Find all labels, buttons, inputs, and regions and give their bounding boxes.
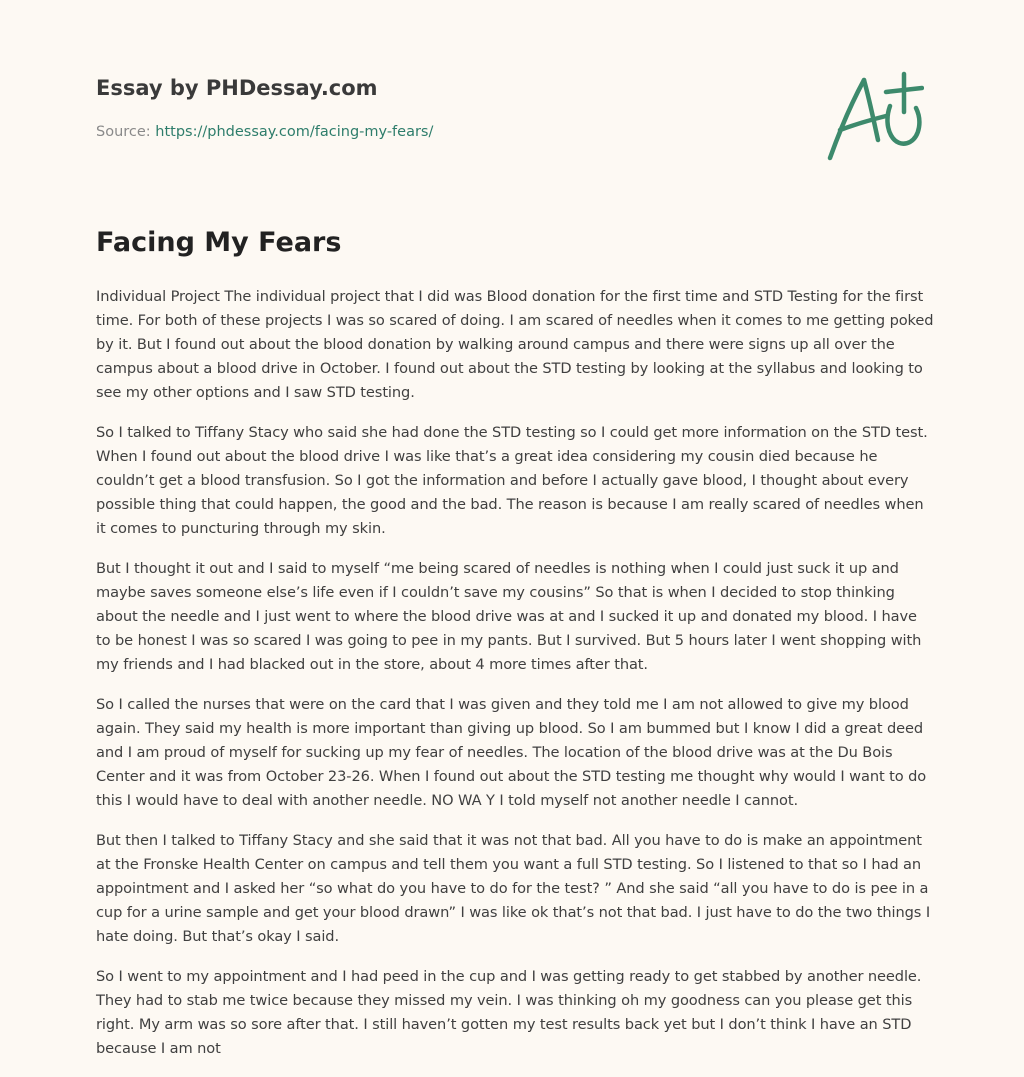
essay-body <box>96 285 934 1077</box>
a-plus-logo-icon <box>824 68 924 164</box>
source-label: Source: <box>96 124 151 140</box>
paragraph: So I talked to Tiffany Stacy who said she had done the STD testing so I could get more information on the STD test. When I found out about the blood drive I was like that’s a great idea considering my cousin died because he couldn’t get a blood transfusion. So I got the information and before I actually gave blood, I thought about every possible thing that could happen, the good and the bad. The reason is because I am really scared of needles when it comes to puncturing through my skin. <box>96 424 928 537</box>
paragraph: But then I talked to Tiffany Stacy and she said that it was not that bad. All you have to do is make an appointment at the Fronske Health Center on campus and tell them you want a full STD testing. So I listened to that so I had an appointment and I asked her “so what do you have to do for the test? ” And she said “all you have to do is pee in a cup for a urine sample and get your blood drawn” I was like ok that’s not that bad. I just have to do the two things I hate doing. But that’s okay I said. <box>96 832 931 945</box>
source-link[interactable]: https://phdessay.com/facing-my-fears/ <box>155 124 434 140</box>
paragraph: So I went to my appointment and I had peed in the cup and I was getting ready to get stabbed by another needle. They had to stab me twice because they missed my vein. I was thinking oh my goodness can you please get this right. My arm was so sore after that. I still haven’t gotten my test results back yet but I don’t think I have an STD because I am not <box>96 968 922 1057</box>
paragraph: Individual Project The individual project that I did was Blood donation for the first time and STD Testing for the first time. For both of these projects I was so scared of doing. I am scared of needles when it comes to me getting poked by it. But I found out about the blood donation by walking around campus and there were signs up all over the campus about a blood drive in October. I found out about the STD testing by looking at the syllabus and looking to see my other options and I saw STD testing. <box>96 288 934 401</box>
paragraph: But I thought it out and I said to myself “me being scared of needles is nothing when I could just suck it up and maybe saves someone else’s life even if I couldn’t save my cousins” So that is when I decided to stop thinking about the needle and I just went to where the blood drive was at and I sucked it up and donated my blood. I have to be honest I was so scared I was going to pee in my pants. But I survived. But 5 hours later I went shopping with my friends and I had blacked out in the store, about 4 more times after that. <box>96 560 922 673</box>
source-line <box>96 124 433 140</box>
essay-title: Facing My Fears <box>96 227 342 258</box>
site-brand: Essay by PHDessay.com <box>96 76 378 100</box>
paragraph: So I called the nurses that were on the card that I was given and they told me I am not allowed to give my blood again. They said my health is more important than giving up blood. So I am bummed but I know I did a great deed and I am proud of myself for sucking up my fear of needles. The location of the blood drive was at the Du Bois Center and it was from October 23-26. When I found out about the STD testing me thought why would I want to do this I would have to deal with another needle. NO WA Y I told myself not another needle I cannot. <box>96 696 927 809</box>
a-plus-logo <box>824 68 924 164</box>
